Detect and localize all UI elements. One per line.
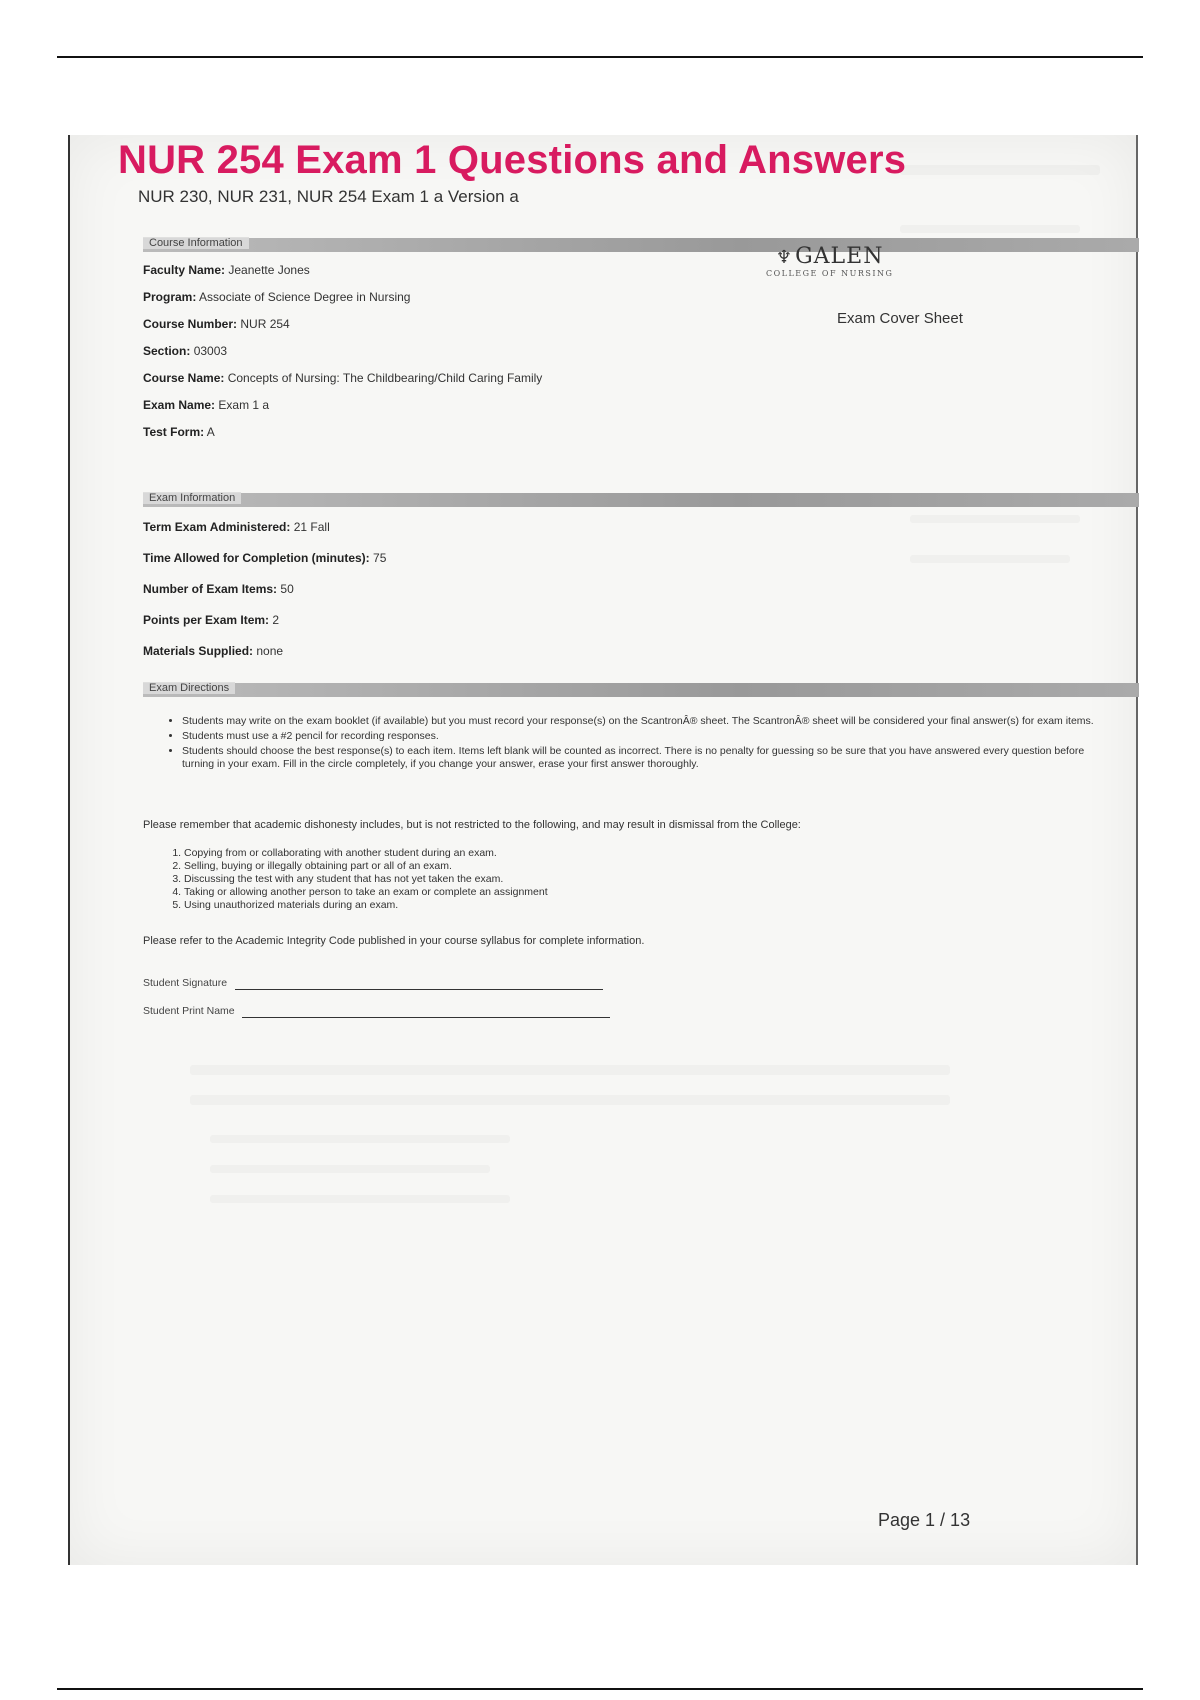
course-name-field: Course Name: Concepts of Nursing: The Childbearing/Child Caring Family [143,371,543,385]
course-number-field: Course Number: NUR 254 [143,317,290,331]
logo-tagline: COLLEGE OF NURSING [766,269,894,278]
dishonesty-item: 2. Selling, buying or illegally obtaining part or all of an exam. [184,860,548,873]
bottom-rule [57,1688,1143,1690]
dishonesty-item: 3. Discussing the test with any student that has not yet taken the exam. [184,873,548,886]
student-print-name-label: Student Print Name [143,1005,235,1017]
direction-item: • Students should choose the best response(s) to each item. Items left blank will be counted as incorrect. There is no penalty for guessing so be sure that you have answered every question before turning in your exam. Fill in the circle completely, if you change your answer, erase your first answer thoroughly. [182,745,1112,771]
document-subtitle: NUR 230, NUR 231, NUR 254 Exam 1 a Version a [138,187,519,206]
top-rule [57,56,1143,58]
exam-directions-heading: Exam Directions [143,682,235,694]
integrity-note: Please refer to the Academic Integrity Code published in your course syllabus for complete information. [143,935,645,947]
direction-item: • Students must use a #2 pencil for recording responses. [182,730,1112,743]
dishonesty-item: 4. Taking or allowing another person to take an exam or complete an assignment [184,886,548,899]
dishonesty-item: 1. Copying from or collaborating with another student during an exam. [184,847,548,860]
directions-list [170,715,1112,773]
exam-info-heading: Exam Information [143,492,241,504]
galen-logo [766,244,893,278]
student-signature-line [235,989,603,990]
exam-name-field: Exam Name: Exam 1 a [143,398,270,412]
dishonesty-list [170,847,548,912]
direction-item: • Students may write on the exam booklet (if available) but you must record your response(s) on the ScantronÂ® sheet. The ScantronÂ® sheet will be considered your final answer(s) for exam items. [182,715,1112,728]
section-field: Section: 03003 [143,344,228,358]
course-info-heading: Course Information [143,237,249,249]
faculty-name-field: Faculty Name: Jeanette Jones [143,263,310,277]
exam-cover-sheet-title: Exam Cover Sheet [837,310,963,327]
student-signature-label: Student Signature [143,977,228,989]
page-number: Page 1 / 13 [878,1510,971,1530]
dishonesty-intro: Please remember that academic dishonesty includes, but is not restricted to the following, and may result in dismissal from the College: [143,819,801,831]
exam-directions-bar [143,683,1139,697]
program-field: Program: Associate of Science Degree in Nursing [143,290,411,304]
dishonesty-item: 5. Using unauthorized materials during an exam. [184,899,548,912]
points-per-item-field: Points per Exam Item: 2 [143,613,280,627]
student-print-name-line [242,1017,610,1018]
test-form-field: Test Form: A [143,425,215,439]
logo-name: GALEN [795,244,884,269]
scanned-page [68,135,1138,1565]
course-info-bar [143,238,1139,252]
term-field: Term Exam Administered: 21 Fall [143,520,330,534]
number-of-items-field: Number of Exam Items: 50 [143,582,294,596]
exam-info-bar [143,493,1139,507]
document-title: NUR 254 Exam 1 Questions and Answers [118,138,907,182]
time-allowed-field: Time Allowed for Completion (minutes): 75 [143,551,387,565]
lamp-icon: ♆ [775,247,794,268]
materials-supplied-field: Materials Supplied: none [143,644,284,658]
